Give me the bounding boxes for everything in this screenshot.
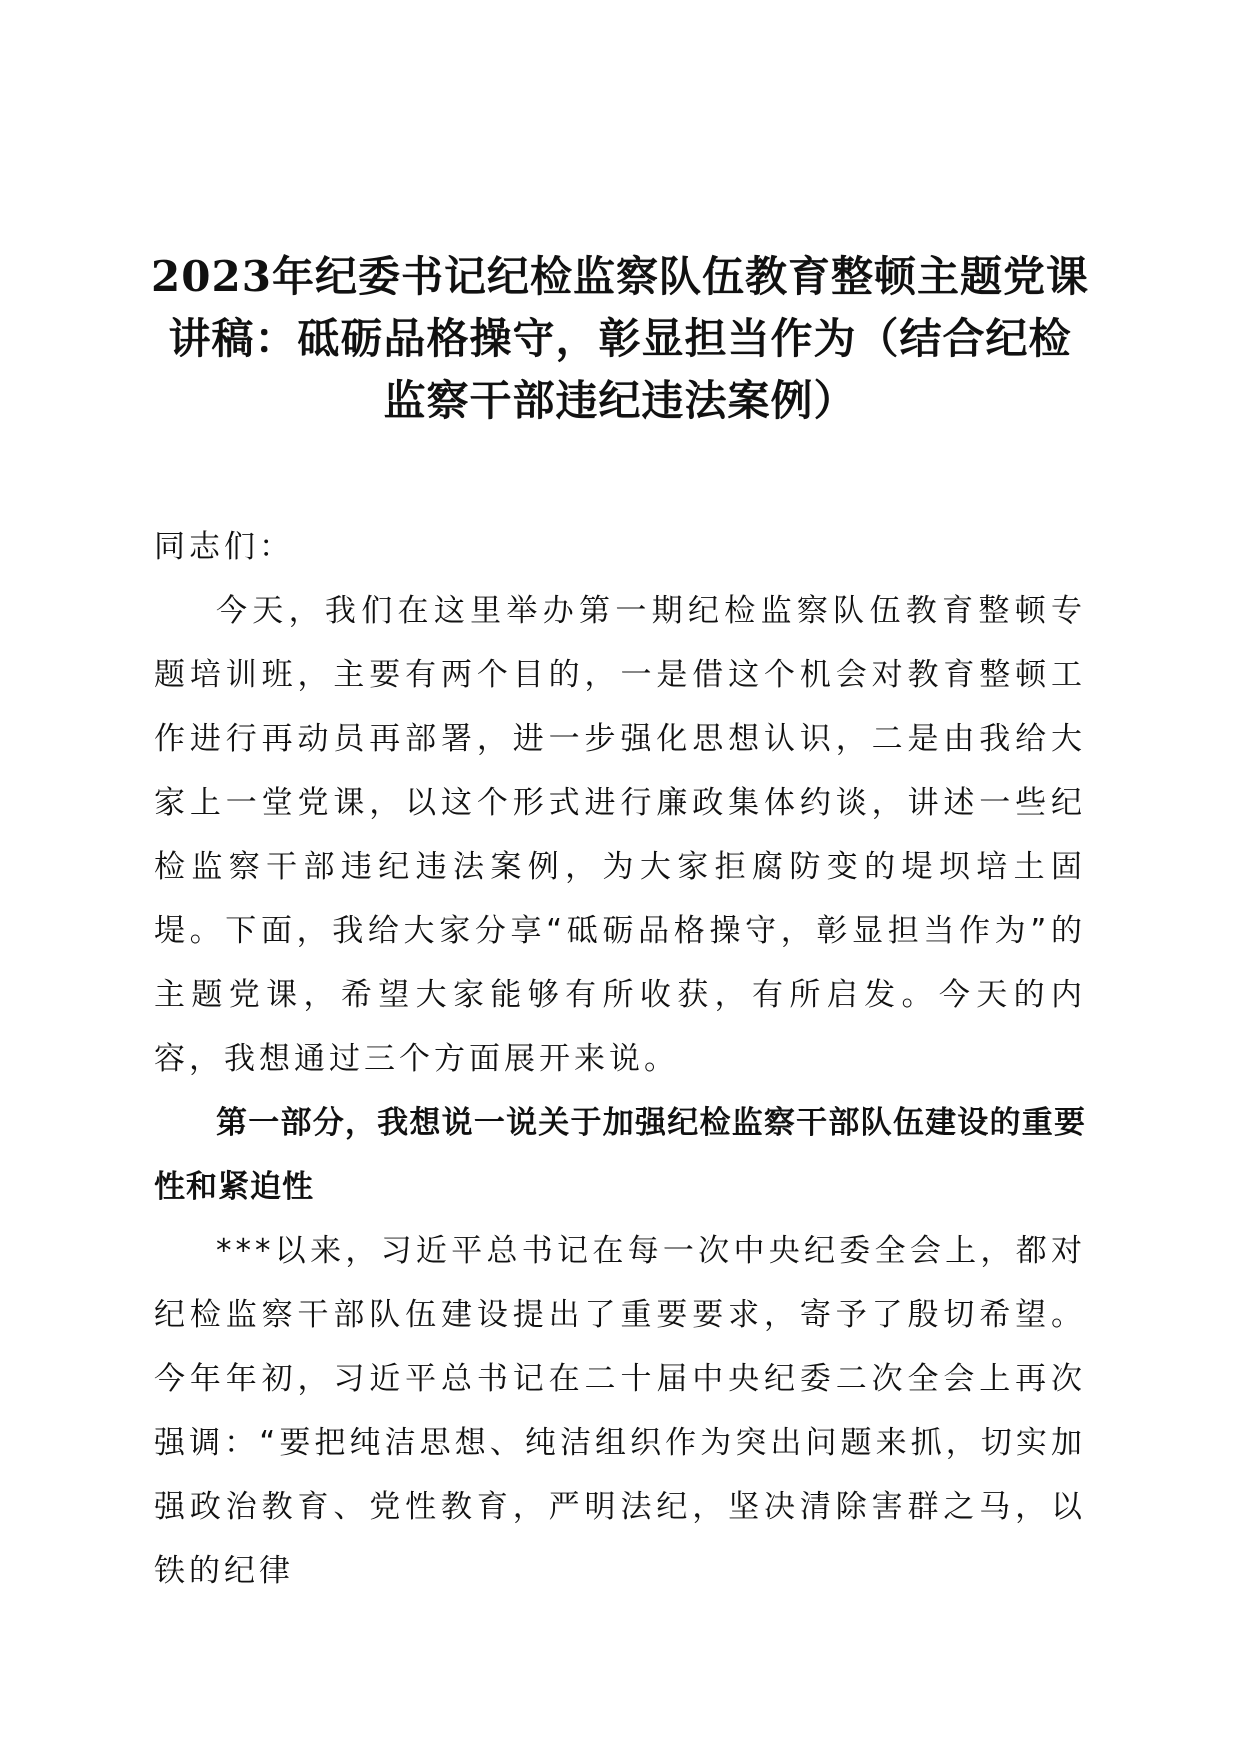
document-title: 2023年纪委书记纪检监察队伍教育整顿主题党课讲稿：砥砺品格操守，彰显担当作为（结合纪检监察干部违纪违法案例） (151, 252, 1089, 425)
paragraph-intro: 今天，我们在这里举办第一期纪检监察队伍教育整顿专题培训班，主要有两个目的，一是借这个机会对教育整顿工作进行再动员再部署，进一步强化思想认识，二是由我给大家上一堂党课，以这个形式进行廉政集体约谈，讲述一些纪检监察干部违纪违法案例，为大家拒腐防变的堤坝培土固堤。下面，我给大家分享“砥砺品格操守，彰显担当作为”的主题党课，希望大家能够有所收获，有所启发。今天的内容，我想通过三个方面展开来说。 (154, 593, 1086, 1077)
paragraph-section-1: ***以来，习近平总书记在每一次中央纪委全会上，都对纪检监察干部队伍建设提出了重要要求，寄予了殷切希望。今年年初，习近平总书记在二十届中央纪委二次全会上再次强调：“要把纯洁思想、纯洁组织作为突出问题来抓，切实加强政治教育、党性教育，严明法纪，坚决清除害群之马，以铁的纪律 (154, 1233, 1086, 1589)
section-heading-1: 第一部分，我想说一说关于加强纪检监察干部队伍建设的重要性和紧迫性 (154, 1105, 1086, 1205)
document-body (154, 515, 1086, 1603)
greeting: 同志们： (154, 529, 294, 565)
